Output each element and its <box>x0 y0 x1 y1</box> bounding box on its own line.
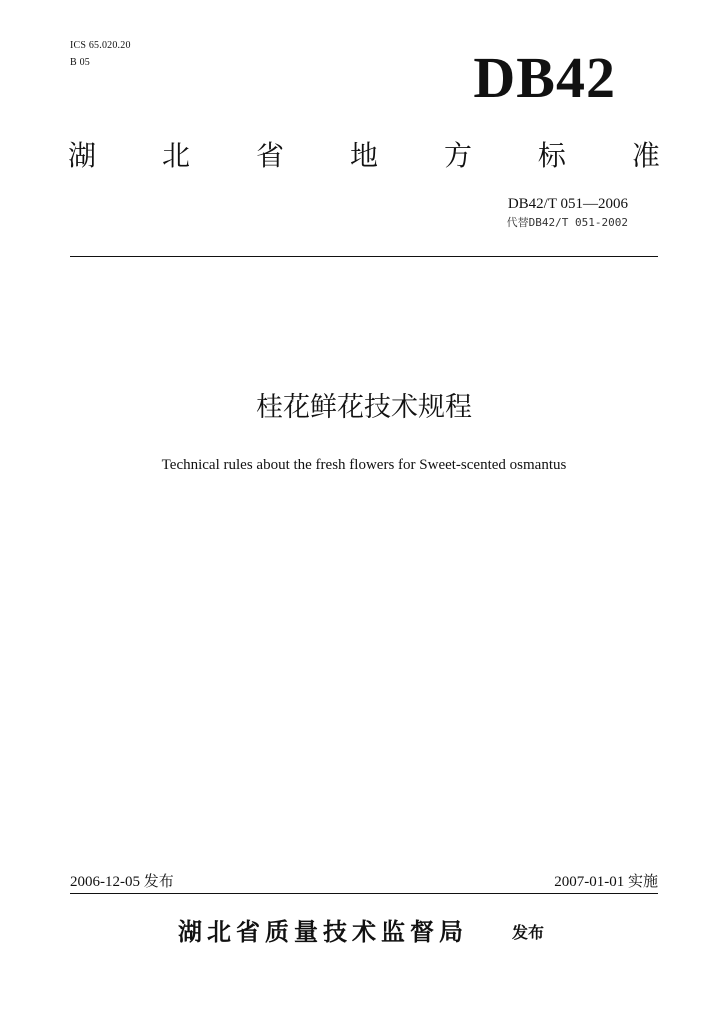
bottom-divider <box>70 893 658 894</box>
document-title-english: Technical rules about the fresh flowers for Sweet-scented osmantus <box>161 457 567 473</box>
category-char: 标 <box>537 139 566 172</box>
ccs-code: B 05 <box>70 57 90 68</box>
document-title-chinese: 桂花鲜花技术规程 <box>256 392 472 423</box>
category-char: 湖 <box>68 139 97 172</box>
replaces-standard: 代替DB42/T 051-2002 <box>506 216 628 229</box>
standard-category-title <box>68 138 660 174</box>
standard-number: DB42/T 051—2006 <box>507 196 628 212</box>
ics-code: ICS 65.020.20 <box>70 40 131 51</box>
issue-date: 2006-12-05 发布 <box>70 874 174 890</box>
publish-label: 发布 <box>512 923 545 942</box>
category-char: 北 <box>161 139 190 172</box>
top-divider <box>70 256 658 257</box>
category-char: 方 <box>443 139 472 172</box>
standard-logo: DB42 <box>473 45 616 110</box>
category-char: 省 <box>255 139 284 172</box>
category-char: 地 <box>349 139 378 172</box>
implementation-date: 2007-01-01 实施 <box>554 874 658 890</box>
category-char: 准 <box>631 139 660 172</box>
publisher-name: 湖北省质量技术监督局 <box>178 918 468 946</box>
